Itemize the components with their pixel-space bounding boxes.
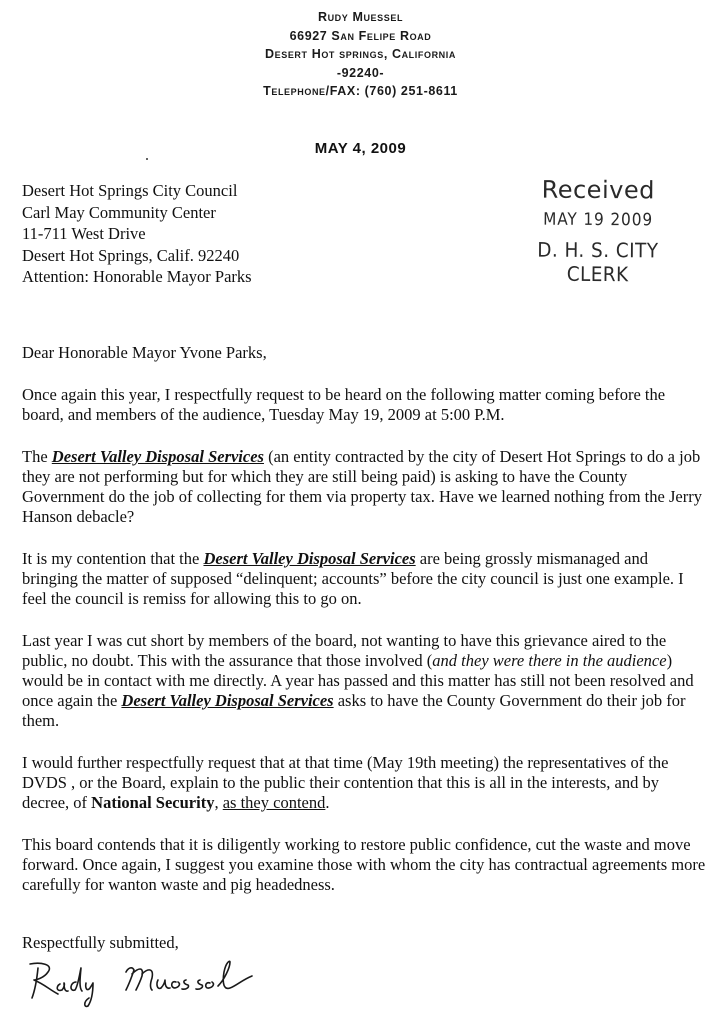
recipient-line: Carl May Community Center <box>22 202 216 222</box>
stamp-received: Received <box>541 175 655 205</box>
paragraph-3 <box>22 549 707 609</box>
text-fragment: I would further respectfully request that at that time (May 19th meeting) the representatives of the DVDS , or the Board, explain to the public their contention that this is all in the interests, and by decree, of <box>22 753 669 812</box>
letter-body <box>22 343 707 917</box>
recipient-address <box>22 180 252 288</box>
text-fragment: . <box>325 793 330 812</box>
received-stamp <box>498 175 699 286</box>
text-fragment: It is my contention that the <box>22 549 204 568</box>
recipient-line: Desert Hot Springs, Calif. 92240 <box>22 245 240 265</box>
text-fragment: ) would be in contact with me directly. A year has passed and this matter has still not been resolved and once again the <box>22 651 694 710</box>
paragraph-2 <box>22 447 707 527</box>
recipient-line: Desert Hot Springs City Council <box>22 181 238 200</box>
signature <box>18 950 268 1010</box>
bold-phrase: National Security <box>91 793 215 812</box>
paragraph-5 <box>22 753 707 813</box>
paragraph-6: This board contends that it is diligently working to restore public confidence, cut the waste and move forward. Once again, I suggest you examine those with whom the city has contractual agreements more carefully for wanton waste and pig headedness. <box>22 835 706 894</box>
text-fragment: , <box>214 793 223 812</box>
recipient-line: Attention: Honorable Mayor Parks <box>22 267 252 286</box>
letterhead <box>0 8 721 101</box>
company-name: Desert Valley Disposal Services <box>51 447 264 466</box>
text-fragment: asks to have the County Government do their job for them. <box>22 691 686 730</box>
text-fragment: are being grossly mismanaged and bringing the matter of supposed “delinquent; accounts” before the city council is just one example. I feel the council is remiss for allowing this to go on. <box>22 549 684 608</box>
text-fragment: (an entity contracted by the city of Desert Hot Springs to do a job they are not performing but for which they are still being paid) is asking to have the County Government do the job of collecting for them via property tax. Have we learned nothing from the Jerry Hanson debacle? <box>22 447 702 526</box>
sender-zip: -92240- <box>336 65 385 80</box>
underlined-phrase: as they contend <box>222 793 326 812</box>
text-fragment: The <box>22 447 52 466</box>
stamp-date: MAY 19 2009 <box>543 209 654 231</box>
paragraph-1: Once again this year, I respectfully request to be heard on the following matter coming before the board, and members of the audience, Tuesday May 19, 2009 at 5:00 P.M. <box>22 385 666 424</box>
sender-city: Desert Hot springs, California <box>265 47 456 61</box>
sender-name: Rudy Muessel <box>317 10 404 24</box>
letter-date: MAY 4, 2009 <box>314 140 407 157</box>
text-fragment: Last year I was cut short by members of the board, not wanting to have this grievance aired to the public, no doubt. This with the assurance that those involved ( <box>22 631 667 670</box>
italic-aside: and they were there in the audience <box>432 651 667 670</box>
stamp-office: D. H. S. CITY CLERK <box>537 237 659 287</box>
closing: Respectfully submitted, <box>22 933 179 952</box>
salutation: Dear Honorable Mayor Yvone Parks, <box>22 343 267 362</box>
company-name: Desert Valley Disposal Services <box>203 549 416 568</box>
company-name: Desert Valley Disposal Services <box>121 691 334 710</box>
stray-mark <box>146 158 148 160</box>
paragraph-4 <box>22 631 707 731</box>
sender-street: 66927 San Felipe Road <box>289 28 432 43</box>
recipient-line: 11-711 West Drive <box>22 224 146 243</box>
sender-phone: Telephone/FAX: (760) 251-8611 <box>263 84 458 98</box>
